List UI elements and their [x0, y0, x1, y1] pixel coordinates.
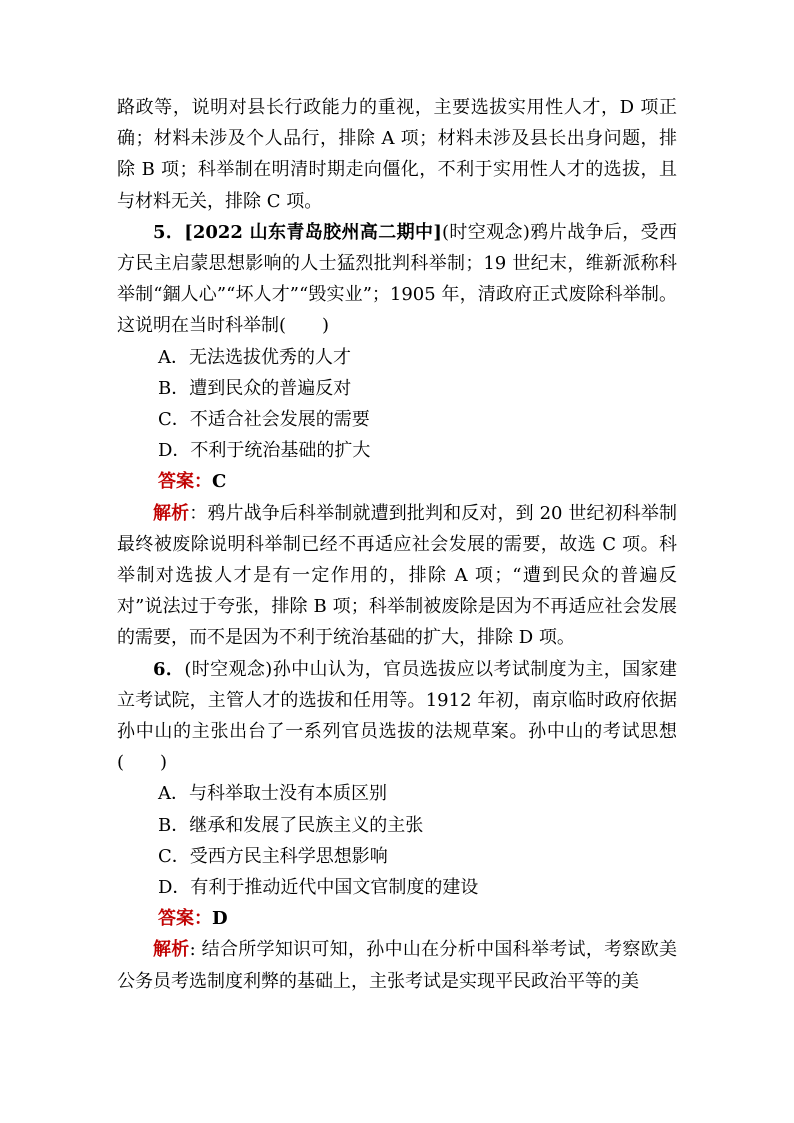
- page-content: [117, 92, 677, 997]
- q6-answer-value: D: [212, 908, 228, 930]
- q5-stem-paragraph: [117, 217, 677, 342]
- q5-analysis-label: 解析: [153, 502, 190, 524]
- q5-analysis: [117, 498, 677, 654]
- q5-option-d: D．不利于统治基础的扩大: [158, 440, 371, 462]
- q6-stem-paragraph: [117, 654, 677, 779]
- q5-stem: (时空观念)鸦片战争后，受西方民主启蒙思想影响的人士猛烈批判科举制；19 世纪末，维新派称科举制“錮人心”“坏人才”“毁实业”；1905 年，清政府正式废除科举制。这说明在当时科举制( ): [117, 221, 677, 337]
- q5-option-a: A．无法选拔优秀的人才: [158, 346, 351, 368]
- q5-option-b: B．遭到民众的普遍反对: [158, 377, 352, 399]
- q5-answer: [117, 466, 677, 497]
- q5-answer-label: 答案：: [158, 471, 212, 493]
- q4-analysis-tail: 路政等，说明对县长行政能力的重视，主要选拔实用性人才，D 项正确；材料未涉及个人品行，排除 A 项；材料未涉及县长出身问题，排除 B 项；科举制在明清时期走向僵化，不利于实用性人才的选拔，且与材料无关，排除 C 项。: [117, 97, 677, 212]
- q5-analysis-text: ：鸦片战争后科举制就遭到批判和反对，到 20 世纪初科举制最终被废除说明科举制已经不再适应社会发展的需要，故选 C 项。科举制对选拔人才是有一定作用的，排除 A 项；“遭到民众的普遍反对”说法过于夸张，排除 B 项；科举制被废除是因为不再适应社会发展的需要，而不是因为不利于统治基础的扩大，排除 D 项。: [117, 502, 677, 649]
- q6-option-d: D．有利于推动近代中国文官制度的建设: [158, 877, 479, 899]
- q5-number: 5．: [153, 221, 185, 243]
- q6-answer: [117, 903, 677, 934]
- q6-analysis-text: : 结合所学知识可知，孙中山在分析中国科举考试，考察欧美公务员考选制度利弊的基础上，主张考试是实现平民政治平等的美: [117, 939, 677, 992]
- q6-answer-label: 答案：: [158, 908, 212, 930]
- q6-analysis: [117, 934, 677, 996]
- q5-answer-value: C: [212, 471, 227, 493]
- q6-option-a: A．与科举取士没有本质区别: [158, 783, 387, 805]
- q6-option-c: C．受西方民主科学思想影响: [158, 845, 388, 867]
- q6-stem: (时空观念)孙中山认为，官员选拔应以考试制度为主，国家建立考试院，主管人才的选拔和任用等。1912 年初，南京临时政府依据孙中山的主张出台了一系列官员选拔的法规草案。孙中山的考试思想( ): [117, 658, 677, 774]
- q6-option-b: B．继承和发展了民族主义的主张: [158, 814, 424, 836]
- q6-number: 6．: [153, 658, 185, 680]
- q5-option-c: C．不适合社会发展的需要: [158, 409, 370, 431]
- q5-source: [2022 山东青岛胶州高二期中]: [184, 221, 442, 243]
- q6-analysis-label: 解析: [153, 939, 190, 961]
